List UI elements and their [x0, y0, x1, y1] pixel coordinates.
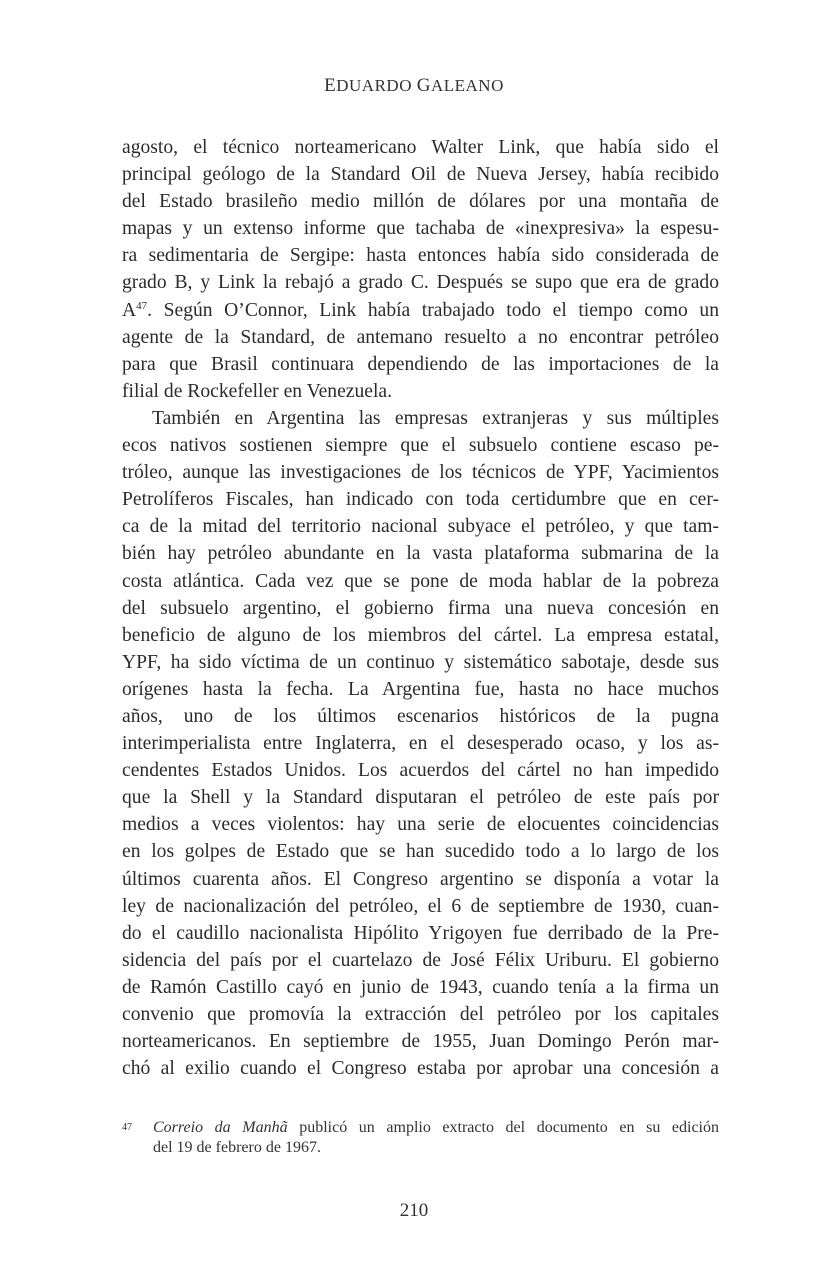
text-line: en los golpes de Estado que se han sucedido todo a lo largo de los — [122, 841, 719, 863]
text-line: últimos cuarenta años. El Congreso argentino se disponía a votar la — [122, 868, 719, 890]
page-number: 210 — [399, 1200, 429, 1221]
text-line: para que Brasil continuara dependiendo de las importaciones de la — [122, 353, 719, 375]
running-header — [0, 75, 828, 97]
text-line: ca de la mitad del territorio nacional subyace el petróleo, y que tam- — [122, 516, 719, 538]
text-line: del subsuelo argentino, el gobierno firma una nueva concesión en — [122, 597, 719, 619]
text-line: del Estado brasileño medio millón de dólares por una montaña de — [122, 191, 719, 213]
text-fragment: A — [122, 299, 137, 321]
text-line: agosto, el técnico norteamericano Walter Link, que había sido el — [122, 137, 719, 158]
text-line: interimperialista entre Inglaterra, en el desesperado ocaso, y los as- — [122, 733, 719, 755]
text-line: filial de Rockefeller en Venezuela. — [122, 380, 393, 402]
text-line: cendentes Estados Unidos. Los acuerdos del cártel no han impedido — [122, 760, 719, 782]
paragraph-2 — [122, 405, 719, 1082]
text-line: ecos nativos sostienen siempre que el subsuelo contiene escaso pe- — [122, 435, 719, 457]
footnote-line: del 19 de febrero de 1967. — [153, 1139, 321, 1156]
text-line: ley de nacionalización del petróleo, el 6 de septiembre de 1930, cuan- — [122, 895, 719, 917]
body-text — [122, 134, 719, 1082]
text-line: ra sedimentaria de Sergipe: hasta entonces había sido considerada de — [122, 245, 719, 267]
text-line: convenio que promovía la extracción del petróleo por los capitales — [122, 1004, 719, 1025]
header-initial-g: G — [416, 75, 431, 96]
text-line: YPF, ha sido víctima de un continuo y sistemático sabotaje, desde sus — [122, 651, 719, 673]
text-line: También en Argentina las empresas extranjeras y sus múltiples — [152, 407, 719, 429]
footnote-number: 47 — [122, 1122, 132, 1133]
text-line: agente de la Standard, de antemano resuelto a no encontrar petróleo — [122, 326, 719, 348]
footnote-source-title: Correio da Manhã — [153, 1119, 288, 1136]
text-fragment: . Según O’Connor, Link había trabajado todo el tiempo como un — [147, 299, 719, 321]
text-line: principal geólogo de la Standard Oil de Nueva Jersey, había recibido — [122, 164, 719, 186]
paragraph-1 — [122, 134, 719, 405]
text-line: grado B, y Link la rebajó a grado C. Después se supo que era de grado — [122, 272, 719, 294]
text-line: que la Shell y la Standard disputaran el petróleo de este país por — [122, 787, 719, 809]
header-initial-e: E — [324, 75, 337, 96]
text-line-with-footnote — [122, 297, 719, 324]
text-line: bién hay petróleo abundante en la vasta plataforma submarina de la — [122, 543, 719, 565]
text-line: Petrolíferos Fiscales, han indicado con toda certidumbre que en cer- — [122, 489, 719, 511]
text-line: mapas y un extenso informe que tachaba de «inexpresiva» la espesu- — [122, 218, 719, 240]
header-last-rest: ALEANO — [430, 76, 504, 95]
text-line: años, uno de los últimos escenarios históricos de la pugna — [122, 705, 719, 727]
text-line: chó al exilio cuando el Congreso estaba por aprobar una concesión a — [122, 1058, 719, 1080]
footnote-line — [153, 1118, 719, 1138]
footnote — [122, 1118, 719, 1158]
footnote-text — [153, 1118, 719, 1158]
text-line: beneficio de alguno de los miembros del cártel. La empresa estatal, — [122, 624, 719, 646]
text-line: medios a veces violentos: hay una serie de elocuentes coincidencias — [122, 814, 719, 836]
text-line: sidencia del país por el cuartelazo de José Félix Uriburu. El gobierno — [122, 949, 719, 971]
text-line: costa atlántica. Cada vez que se pone de moda hablar de la pobreza — [122, 570, 719, 592]
footnote-reference[interactable]: 47 — [136, 299, 148, 312]
text-line: norteamericanos. En septiembre de 1955, Juan Domingo Perón mar- — [122, 1031, 719, 1053]
text-fragment: publicó un amplio extracto del documento en su edición — [287, 1119, 720, 1136]
text-line: orígenes hasta la fecha. La Argentina fue, hasta no hace muchos — [122, 678, 719, 700]
text-line: tróleo, aunque las investigaciones de los técnicos de YPF, Yacimientos — [122, 462, 719, 484]
header-first-rest: DUARDO — [336, 76, 412, 95]
text-line: de Ramón Castillo cayó en junio de 1943, cuando tenía a la firma un — [122, 976, 719, 998]
text-line: do el caudillo nacionalista Hipólito Yrigoyen fue derribado de la Pre- — [122, 922, 719, 944]
